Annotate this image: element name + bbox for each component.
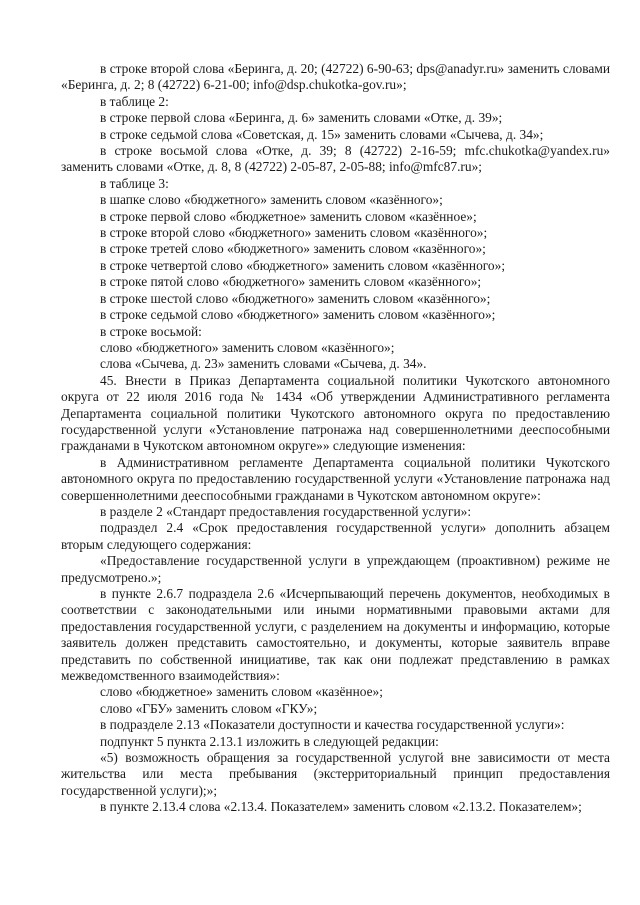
paragraph-15: в строке восьмой: <box>100 323 202 339</box>
paragraph-24: слово «бюджетное» заменить словом «казённое»; <box>100 684 383 700</box>
paragraph-21: подраздел 2.4 «Срок предоставления государственной услуги» дополнить абзацем вторым следующего содержания: <box>61 520 610 552</box>
paragraph-16: слово «бюджетного» заменить словом «казённого»; <box>100 339 395 355</box>
paragraph-9: в строке второй слово «бюджетного» заменить словом «казённого»; <box>100 225 488 241</box>
paragraph-10: в строке третей слово «бюджетного» заменить словом «казённого»; <box>100 241 486 257</box>
paragraph-14: в строке седьмой слово «бюджетного» заменить словом «казённого»; <box>100 307 496 323</box>
paragraph-17: слова «Сычева, д. 23» заменить словами «Сычева, д. 34». <box>100 356 427 372</box>
paragraph-4: в строке седьмой слова «Советская, д. 15» заменить словами «Сычева, д. 34»; <box>100 126 544 142</box>
paragraph-8: в строке первой слово «бюджетное» заменить словом «казённое»; <box>100 208 477 224</box>
paragraph-1: в строке второй слова «Беринга, д. 20; (42722) 6-90-63; dps@anadyr.ru» заменить словами «Беринга, д. 2; 8 (42722) 6-21-00; info@dsp.chukotka-gov.ru»; <box>61 61 610 93</box>
paragraph-22: «Предоставление государственной услуги в упреждающем (проактивном) режиме не предусмотрено.»; <box>61 553 610 585</box>
paragraph-5: в строке восьмой слова «Отке, д. 39; 8 (42722) 2-16-59; mfc.chukotka@yandex.ru» заменить словами «Отке, д. 8, 8 (42722) 2-05-87, 2-05-88; info@mfc87.ru»; <box>61 143 610 175</box>
paragraph-20: в разделе 2 «Стандарт предоставления государственной услуги»: <box>100 503 472 519</box>
paragraph-12: в строке пятой слово «бюджетного» заменить словом «казённого»; <box>100 274 482 290</box>
paragraph-23: в пункте 2.6.7 подраздела 2.6 «Исчерпывающий перечень документов, необходимых в соответствии с законодательными или иными нормативными правовыми актами для предоставления государственной услуги, с разделением на документы и информацию, которые заявитель должен представить самостоятельно, и документы, которые заявитель вправе представить по собственной инициативе, так как они подлежат представлению в рамках межведомственного взаимодействия»: <box>61 586 610 684</box>
paragraph-27: подпункт 5 пункта 2.13.1 изложить в следующей редакции: <box>100 733 439 749</box>
paragraph-19: в Административном регламенте Департамента социальной политики Чукотского автономного округа по предоставлению государственной услуги «Установление патронажа над совершеннолетними дееспособными гражданами в Чукотском автономном округе»: <box>61 454 610 503</box>
paragraph-26: в подразделе 2.13 «Показатели доступности и качества государственной услуги»: <box>100 717 565 733</box>
paragraph-29: в пункте 2.13.4 слова «2.13.4. Показателем» заменить словом «2.13.2. Показателем»; <box>100 799 582 815</box>
paragraph-3: в строке первой слова «Беринга, д. 6» заменить словами «Отке, д. 39»; <box>100 110 503 126</box>
paragraph-6: в таблице 3: <box>100 175 169 191</box>
paragraph-18: 45. Внести в Приказ Департамента социальной политики Чукотского автономного округа от 22 июля 2016 года № 1434 «Об утверждении Административного регламента Департамента социальной политики Чукотского автономного округа по предоставлению государственной услуги «Установление патронажа над совершеннолетними дееспособными гражданами в Чукотском автономном округе»» следующие изменения: <box>61 372 610 454</box>
paragraph-25: слово «ГБУ» заменить словом «ГКУ»; <box>100 700 318 716</box>
paragraph-7: в шапке слово «бюджетного» заменить словом «казённого»; <box>100 192 443 208</box>
paragraph-11: в строке четвертой слово «бюджетного» заменить словом «казённого»; <box>100 257 506 273</box>
paragraph-28: «5) возможность обращения за государственной услугой вне зависимости от места жительства или места пребывания (экстерриториальный принцип предоставления государственной услуги);»; <box>61 750 610 798</box>
paragraph-13: в строке шестой слово «бюджетного» заменить словом «казённого»; <box>100 290 491 306</box>
paragraph-2: в таблице 2: <box>100 93 169 109</box>
document-page <box>61 61 610 816</box>
